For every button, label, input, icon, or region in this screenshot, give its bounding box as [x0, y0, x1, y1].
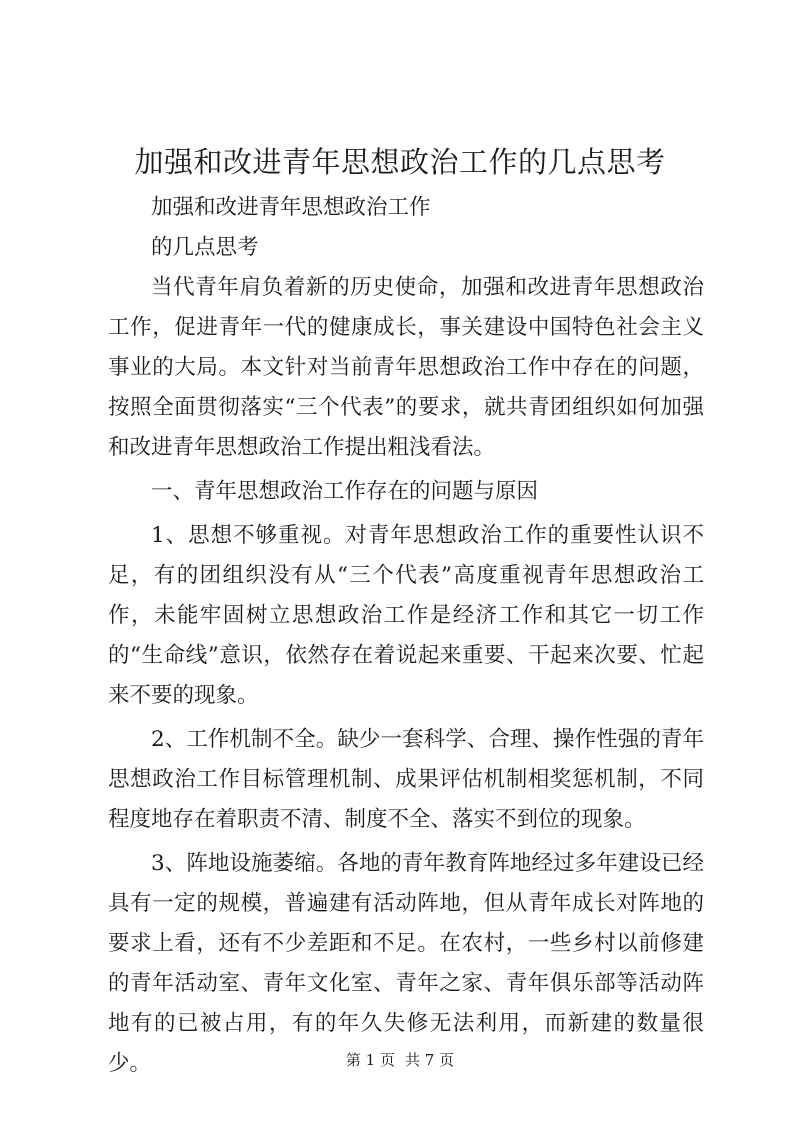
body-paragraph: 2、工作机制不全。缺少一套科学、合理、操作性强的青年思想政治工作目标管理机制、成果评估机制相奖惩机制，不同程度地存在着职责不清、制度不全、落实不到位的现象。 [108, 727, 704, 832]
subtitle-line-2: 的几点思考 [151, 235, 259, 260]
section-heading: 一、青年思想政治工作存在的问题与原因 [151, 479, 539, 504]
document-title: 加强和改进青年思想政治工作的几点思考 [134, 145, 666, 179]
document-body [108, 188, 704, 1084]
page-number: 第 1 页 [345, 1051, 395, 1069]
body-paragraph: 1、思想不够重视。对青年思想政治工作的重要性认识不足，有的团组织没有从“三个代表”高度重视青年思想政治工作，未能牢固树立思想政治工作是经济工作和其它一切工作的“生命线”意识，依然存在着说起来重要、干起来次要、忙起来不要的现象。 [108, 523, 704, 708]
page-footer [0, 1049, 800, 1071]
page-total: 共 7 页 [405, 1051, 455, 1069]
intro-paragraph: 当代青年肩负着新的历史使命，加强和改进青年思想政治工作，促进青年一代的健康成长，事关建设中国特色社会主义事业的大局。本文针对当前青年思想政治工作中存在的问题，按照全面贯彻落实“三个代表”的要求，就共青团组织如何加强和改进青年思想政治工作提出粗浅看法。 [108, 275, 704, 460]
subtitle-line-1: 加强和改进青年思想政治工作 [151, 195, 431, 220]
body-paragraph: 3、阵地设施萎缩。各地的青年教育阵地经过多年建设已经具有一定的规模，普遍建有活动阵地，但从青年成长对阵地的要求上看，还有不少差距和不足。在农村，一些乡村以前修建的青年活动室、青年文化室、青年之家、青年俱乐部等活动阵地有的已被占用，有的年久失修无法利用，而新建的数量很少。 [108, 851, 704, 1076]
